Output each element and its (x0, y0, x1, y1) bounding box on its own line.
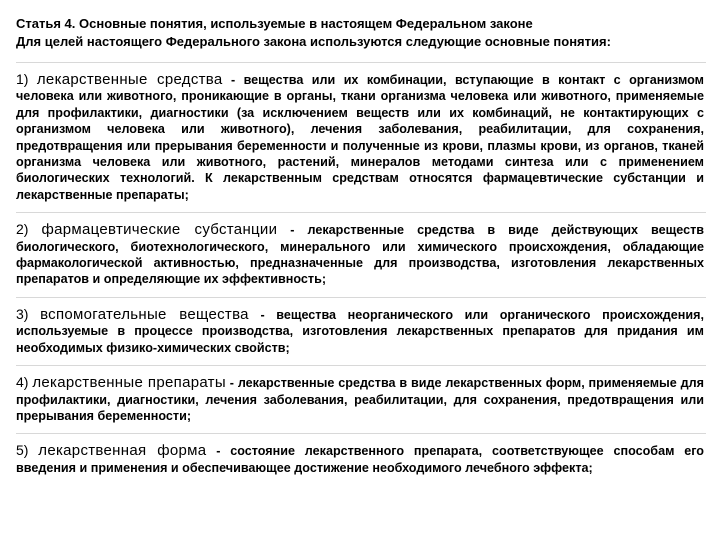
item-definition: - лекарственные средства в виде действующих веществ биологического, биотехнологического, минерального или химического происхождения, обладающие фармакологической активностью, предназначенные для производства, изготовления лекарственных препаратов и определяющие их эффективность; (16, 223, 705, 287)
item-number: 4) (16, 374, 29, 391)
item-definition: - вещества неорганического или органического происхождения, используемые в процессе производства, изготовления лекарственных препаратов для придания им необходимых физико-химических свойств; (16, 307, 704, 355)
item-term: лекарственные средства (36, 71, 223, 88)
item-number: 3) (16, 305, 29, 322)
item-definition: - вещества или их комбинации, вступающие в контакт с организмом человека или животного, проникающие в органы, ткани организма человека или животного, применяемые для профилактики, диагностики (за исключением веществ или их комбинаций, не контактирующих с организмом человека или животного), лечения заболевания, реабилитации, для сохранения, предотвращения или прерывания беременности и полученные из крови, плазмы крови, из органов, тканей организма человека или животного, растений, минералов методами синтеза или с применением биологических технологий. К лекарственным средствам относятся фармацевтические субстанции и лекарственные препараты; (16, 73, 704, 202)
definition-item-5 (16, 442, 706, 476)
article-title: Статья 4. Основные понятия, используемые в настоящем Федеральном законе (16, 16, 533, 31)
item-definition: - лекарственные средства в виде лекарственных форм, применяемые для профилактики, диагностики, лечения заболевания, реабилитации, для сохранения, предотвращения или прерывания беременности; (16, 376, 704, 423)
item-number: 5) (16, 442, 29, 459)
item-definition: - состояние лекарственного препарата, соответствующее способам его введения и применения и обеспечивающее достижение необходимого лечебного эффекта; (16, 444, 704, 475)
item-number: 1) (16, 71, 29, 87)
definition-item-4 (16, 374, 706, 424)
divider (16, 212, 706, 213)
article-intro: Для целей настоящего Федерального закона используются следующие основные понятия: (16, 34, 611, 49)
definition-item-3 (16, 306, 706, 356)
item-term: фармацевтические субстанции (41, 221, 278, 239)
divider (16, 433, 706, 434)
divider (16, 297, 706, 298)
divider (16, 62, 706, 63)
document-page (16, 15, 706, 476)
item-term: вспомогательные вещества (40, 305, 249, 323)
item-term: лекарственная форма (38, 442, 207, 460)
item-number: 2) (16, 221, 29, 238)
definition-item-1 (16, 71, 706, 203)
item-term: лекарственные препараты (32, 374, 226, 392)
definition-item-2 (16, 221, 706, 288)
divider (16, 365, 706, 366)
